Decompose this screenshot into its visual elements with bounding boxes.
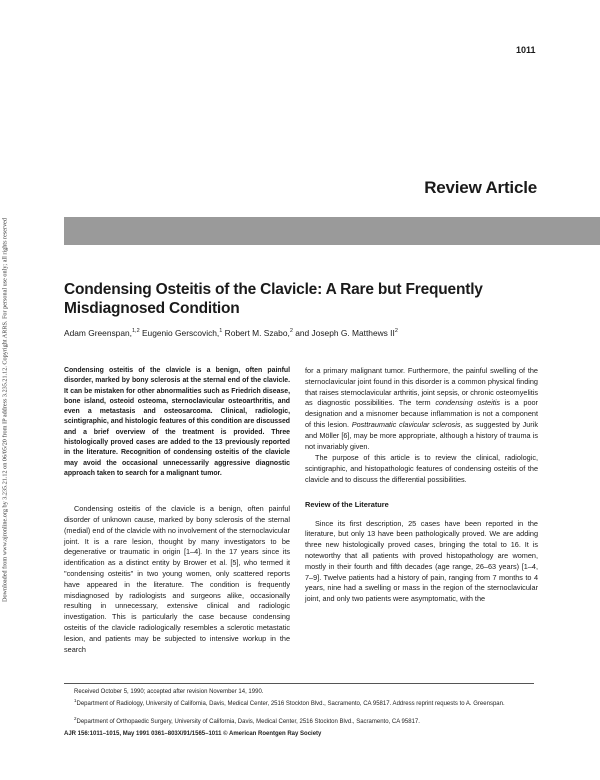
download-watermark-text: Downloaded from www.ajronline.org by 3.235.21.12 on 06/05/20 from IP address 3.235.21.12. Copyright ARRS. For personal use only; all rights reserved [1,217,9,603]
right-column [305,366,538,605]
author-affiliation: 2 [289,328,293,335]
term-posttraumatic-sclerosis: Posttraumatic clavicular sclerosis [351,419,461,429]
intro-paragraph: Condensing osteitis of the clavicle is a benign, often painful disorder of unknown cause, marked by bony sclerosis of the sternal (medial) end of the clavicle with no involvement of the sternoclavicular joint. It is a rare lesion, thought by many investigators to be degenerative or traumatic in origin [1–4]. In the 17 years since its identification as a distinct entity by Brower et al. [5], who termed it "condensing osteitis" in two young women, only scattered reports have appeared in the literature. The condition is frequently misdiagnosed by radiologists and surgeons alike, occasionally resulting in unnecessary, extensive clinical and radiologic investigation. This is particularly the case because condensing osteitis of the clavicle radiologically resembles a sclerotic metastatic lesion, and patients may be subjected to intensive workup in the search [64,504,290,654]
section-label: Review Article [424,178,537,197]
article-title: Condensing Osteitis of the Clavicle: A Rare but Frequently Misdiagnosed Condition [64,281,483,317]
author-name: and Joseph G. Matthews II [292,328,395,338]
author-affiliation: 2 [394,328,398,335]
body-text: for a primary malignant tumor. Furthermore, the painful swelling of the sternoclavicular joint found in this disorder is a common physical finding that raises sternoclavicular arthritis, joint sepsis, or chronic osteomyelitis as diagnostic possibilities. The term [305,366,538,408]
author-name: Eugenio Gerscovich, [139,328,220,338]
author-name: Adam Greenspan, [64,328,132,338]
footnote-marker: 1 [74,698,77,703]
received-note: Received October 5, 1990; accepted after revision November 14, 1990. [74,689,264,695]
left-column [64,366,290,655]
term-condensing-osteitis: condensing osteitis [435,398,501,408]
author-name: Robert M. Szabo, [222,328,290,338]
footnote-divider [64,683,534,684]
body-paragraph [305,366,538,452]
footnote-text: Department of Radiology, University of California, Davis, Medical Center, 2516 Stockton Blvd., Sacramento, CA 95817. Address reprint requests to A. Greenspan. [76,701,505,707]
section-header-band [64,217,600,245]
body-text: is a poor designation and a misnomer because inflammation is not a component of this lesion. [305,398,538,429]
literature-paragraph: Since its first description, 25 cases have been reported in the literature, but only 13 have been pathologically proved. We are adding three new histologically proved cases, bringing the total to 16. It is noteworthy that all patients with proved histopathology are women, mostly in their fourth and fifth decades (age range, 26–63 years) [1–4, 7–9]. Twelve patients had a history of pain, ranging from 7 months to 4 years, nine had a swelling or mass in the region of the sternoclavicular joint, and only two patients were asymptomatic, with the [305,518,538,604]
journal-citation: AJR 156:1011–1015, May 1991 0361–803X/91/1565–1011 © American Roentgen Ray Society [64,731,322,737]
author-affiliation: 1,2 [131,328,140,335]
section-heading: Review of the Literature [305,499,389,509]
abstract: Condensing osteitis of the clavicle is a benign, often painful disorder, marked by bony sclerosis at the sternal end of the clavicle. It can be mistaken for other abnormalities such as Friedrich disease, bone island, osteoid osteoma, sternoclavicular osteoarthritis, and even a metastasis and osteosarcoma. Clinical, radiologic, scintigraphic, and histologic features of this condition are discussed and a brief overview of the treatment is provided. Three histologically proved cases are added to the 13 previously reported in the literature. Recognition of condensing osteitis of the clavicle may avoid the occasional unnecessarily aggressive diagnostic approach taken to search for a malignant tumor. [64,367,290,477]
author-list [64,328,564,338]
page-number: 1011 [516,45,536,55]
footnote-1 [64,697,544,708]
download-watermark [0,40,12,780]
footnote-2 [64,715,544,726]
footnote-text: Department of Orthopaedic Surgery, University of California, Davis, Medical Center, 2516 Stockton Blvd., Sacramento, CA 95817. [76,719,420,725]
purpose-paragraph: The purpose of this article is to review the clinical, radiologic, scintigraphic, and histopathologic features of condensing osteitis of the clavicle and to discuss the differential possibilities. [305,453,538,484]
footnote-marker: 2 [74,716,77,721]
author-affiliation: 1 [219,328,223,335]
body-text: , as suggested by Jurik and Möller [6], may be more appropriate, although a history of trauma is not invariably given. [305,419,538,451]
